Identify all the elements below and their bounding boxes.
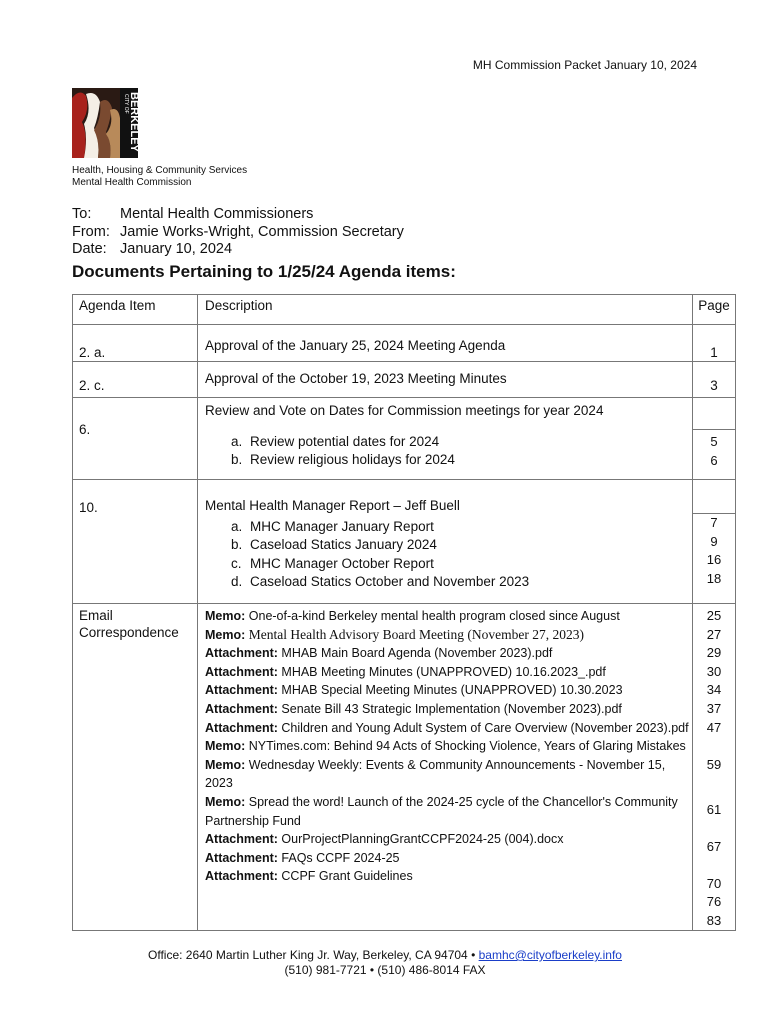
date-value: January 10, 2024 bbox=[120, 241, 233, 257]
row-10-page-blank bbox=[693, 480, 736, 514]
email-entry: Attachment: MHAB Main Board Agenda (November 2023).pdf bbox=[205, 646, 553, 661]
row-2c-item: 2. c. bbox=[73, 362, 198, 398]
footer-office: Office: 2640 Martin Luther King Jr. Way, Berkeley, CA 94704 • bbox=[148, 948, 476, 962]
email-item: Email Correspondence bbox=[73, 604, 198, 931]
to-label: To: bbox=[72, 206, 92, 222]
org-line-1: Health, Housing & Community Services bbox=[72, 165, 248, 176]
row-2a-desc: Approval of the January 25, 2024 Meeting Agenda bbox=[198, 325, 693, 362]
row-10-sublist bbox=[205, 518, 692, 592]
table-row bbox=[73, 480, 736, 514]
row-6-item: 6. bbox=[73, 398, 198, 480]
email-entry: Attachment: CCPF Grant Guidelines bbox=[205, 869, 413, 884]
date-label: Date: bbox=[72, 241, 107, 257]
row-10-desc: Mental Health Manager Report – Jeff Buell bbox=[198, 480, 693, 514]
from-label: From: bbox=[72, 223, 110, 240]
email-entry: Attachment: FAQs CCPF 2024-25 bbox=[205, 850, 400, 865]
table-row bbox=[73, 325, 736, 362]
table-row bbox=[73, 398, 736, 430]
table-row bbox=[73, 362, 736, 398]
row-2c-page: 3 bbox=[693, 362, 736, 398]
logo-name-text: BERKELEY bbox=[128, 92, 140, 152]
header-description: Description bbox=[198, 295, 693, 325]
logo-top-text: CITY OF bbox=[123, 94, 129, 114]
email-entry: Memo: Spread the word! Launch of the 2024-25 cycle of the Chancellor's Community Partnership Fund bbox=[205, 794, 678, 828]
email-entry: Attachment: MHAB Special Meeting Minutes (UNAPPROVED) 10.30.2023 bbox=[205, 683, 623, 698]
row-10-pages: 7 9 16 18 bbox=[693, 514, 736, 604]
to-value: Mental Health Commissioners bbox=[120, 206, 314, 222]
email-entry: Memo: NYTimes.com: Behind 94 Acts of Shocking Violence, Years of Glaring Mistakes bbox=[205, 739, 686, 754]
list-item: b. Review religious holidays for 2024 bbox=[231, 452, 455, 467]
email-entry: Memo: Mental Health Advisory Board Meeting (November 27, 2023) bbox=[205, 626, 584, 642]
footer-phones: (510) 981-7721 • (510) 486-8014 FAX bbox=[284, 963, 486, 977]
org-block bbox=[72, 165, 247, 189]
row-2a-item: 2. a. bbox=[73, 325, 198, 362]
row-6-desc: Review and Vote on Dates for Commission meetings for year 2024 bbox=[198, 398, 693, 430]
header-agenda-item: Agenda Item bbox=[73, 295, 198, 325]
memo-header bbox=[72, 206, 404, 259]
header-page: Page bbox=[693, 295, 736, 325]
email-entry: Memo: One-of-a-kind Berkeley mental health program closed since August bbox=[205, 609, 620, 623]
from-value: Jamie Works-Wright, Commission Secretary bbox=[120, 223, 404, 240]
list-item: a. Review potential dates for 2024 bbox=[231, 433, 440, 449]
footer-email-link[interactable]: bamhc@cityofberkeley.info bbox=[478, 948, 622, 962]
email-pages: 25 27 29 30 34 37 47 59 61 67 70 76 83 bbox=[693, 604, 736, 931]
row-6-pages: 5 6 bbox=[693, 430, 736, 480]
email-entries bbox=[198, 604, 693, 931]
row-2a-page: 1 bbox=[693, 325, 736, 362]
city-of-berkeley-logo bbox=[72, 88, 138, 158]
table-header-row bbox=[73, 295, 736, 325]
row-10-item: 10. bbox=[73, 480, 198, 604]
email-entry: Attachment: Senate Bill 43 Strategic Implementation (November 2023).pdf bbox=[205, 701, 622, 716]
list-item: b. Caseload Statics January 2024 bbox=[231, 537, 437, 552]
org-line-2: Mental Health Commission bbox=[72, 177, 192, 188]
footer bbox=[0, 948, 770, 978]
row-6-page-blank bbox=[693, 398, 736, 430]
row-6-sublist bbox=[205, 433, 692, 470]
table-row-email bbox=[73, 604, 736, 931]
list-item: a. MHC Manager January Report bbox=[231, 518, 434, 534]
agenda-table bbox=[72, 294, 736, 931]
email-entry: Attachment: OurProjectPlanningGrantCCPF2024-25 (004).docx bbox=[205, 832, 564, 847]
list-item: c. MHC Manager October Report bbox=[231, 555, 434, 571]
email-entry: Attachment: MHAB Meeting Minutes (UNAPPROVED) 10.16.2023_.pdf bbox=[205, 664, 606, 679]
document-title: Documents Pertaining to 1/25/24 Agenda items: bbox=[72, 262, 456, 281]
email-entry: Memo: Wednesday Weekly: Events & Community Announcements - November 15, 2023 bbox=[205, 757, 666, 791]
row-2c-desc: Approval of the October 19, 2023 Meeting Minutes bbox=[198, 362, 693, 398]
packet-header: MH Commission Packet January 10, 2024 bbox=[472, 58, 697, 72]
list-item: d. Caseload Statics October and November 2023 bbox=[231, 574, 530, 589]
email-entry: Attachment: Children and Young Adult System of Care Overview (November 2023).pdf bbox=[205, 720, 689, 735]
